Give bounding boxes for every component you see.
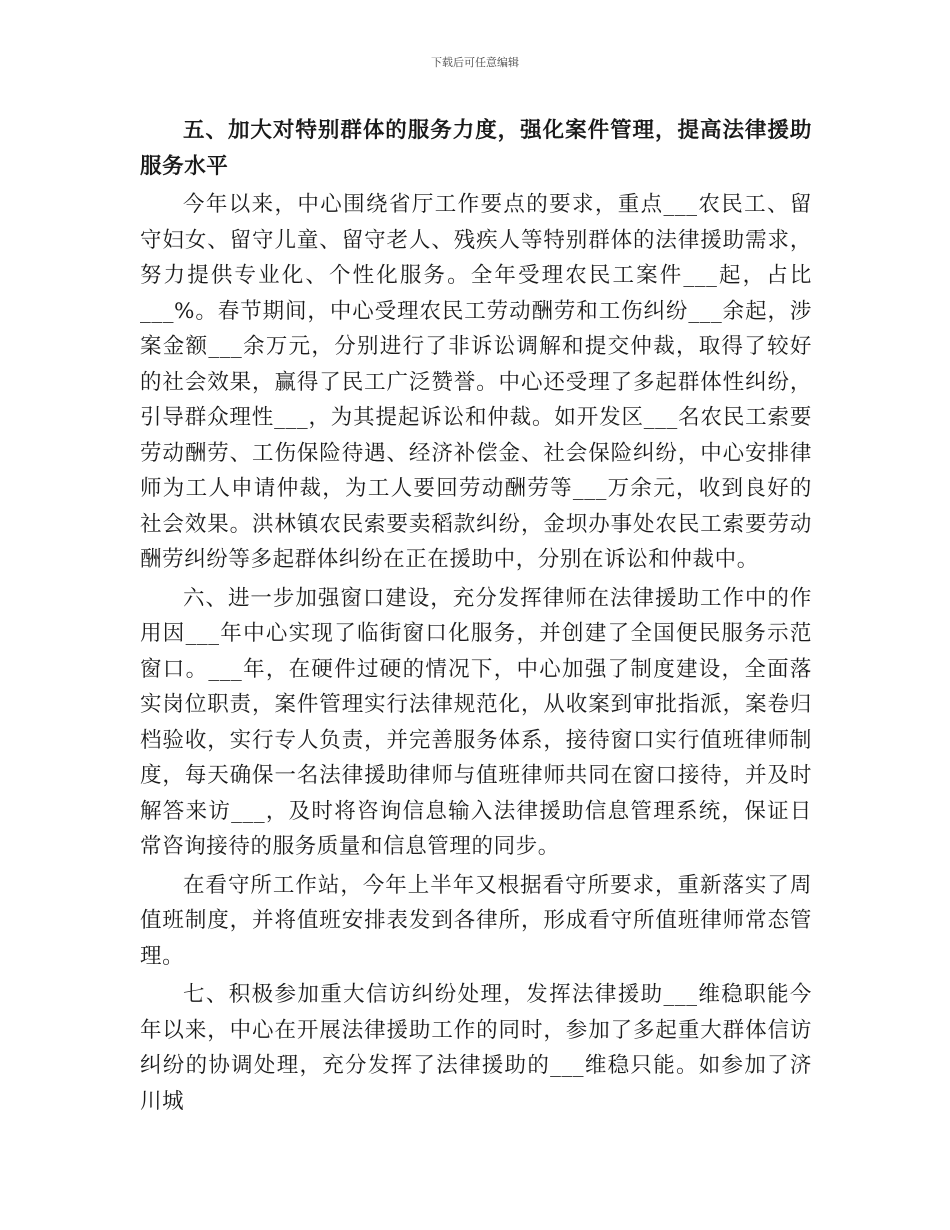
paragraph-petition-disputes: 七、积极参加重大信访纠纷处理，发挥法律援助___维稳职能今年以来，中心在开展法律援助工作的同时，参加了多起重大群体信访纠纷的协调处理，充分发挥了法律援助的___维稳只能。如参加了济川城 bbox=[140, 982, 812, 1114]
paragraph-window-construction: 六、进一步加强窗口建设，充分发挥律师在法律援助工作中的作用因___年中心实现了临街窗口化服务，并创建了全国便民服务示范窗口。___年，在硬件过硬的情况下，中心加强了制度建设，全面落实岗位职责，案件管理实行法律规范化，从收案到审批指派，案卷归档验收，实行专人负责，并完善服务体系，接待窗口实行值班律师制度，每天确保一名法律援助律师与值班律师共同在窗口接待，并及时解答来访___，及时将咨询信息输入法律援助信息管理系统，保证日常咨询接待的服务质量和信息管理的同步。 bbox=[140, 585, 812, 859]
page-header-note: 下载后可任意编辑 bbox=[431, 56, 519, 69]
section-heading: 五、加大对特别群体的服务力度，强化案件管理，提高法律援助服务水平 bbox=[140, 118, 812, 179]
paragraph-migrant-workers: 今年以来，中心围绕省厅工作要点的要求，重点___农民工、留守妇女、留守儿童、留守老人、残疾人等特别群体的法律援助需求，努力提供专业化、个性化服务。全年受理农民工案件___起，占比___%。春节期间，中心受理农民工劳动酬劳和工伤纠纷___余起，涉案金额___余万元，分别进行了非诉讼调解和提交仲裁，取得了较好的社会效果，赢得了民工广泛赞誉。中心还受理了多起群体性纠纷，引导群众理性___，为其提起诉讼和仲裁。如开发区___名农民工索要劳动酬劳、工伤保险待遇、经济补偿金、社会保险纠纷，中心安排律师为工人申请仲裁，为工人要回劳动酬劳等___万余元，收到良好的社会效果。洪林镇农民索要卖稻款纠纷，金坝办事处农民工索要劳动酬劳纠纷等多起群体纠纷在正在援助中，分别在诉讼和仲裁中。 bbox=[140, 192, 812, 572]
document-body bbox=[140, 113, 812, 1122]
paragraph-detention-center: 在看守所工作站，今年上半年又根据看守所要求，重新落实了周值班制度，并将值班安排表发到各律所，形成看守所值班律师常态管理。 bbox=[140, 872, 812, 969]
